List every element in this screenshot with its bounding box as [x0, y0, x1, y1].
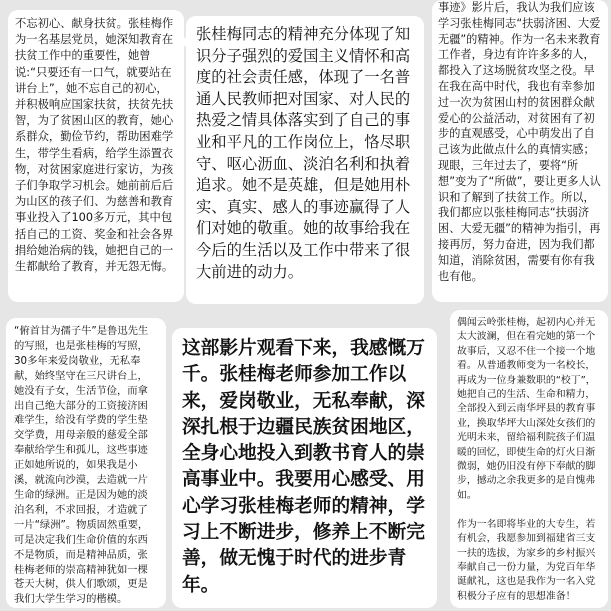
- chat-message-4: “俯首甘为孺子牛”是鲁迅先生的写照，也是张桂梅的写照，30多年来爱岗敬业，无私奉献，始终坚守在三尺讲台上，她没有子女，生活节俭，而拿出自己绝大部分的工资接济困难学生，给没有学费的学生垫交学费，用母亲般的慈爱全部奉献给学生和孤儿，这些事迹正如她所说的，如果我是小溪，就流向沙漠，去造就一片生命的绿洲。正是因为她的淡泊名利，不求回报，才造就了一片“绿洲”。物质固然重要，可是决定我们生命价值的东西不是物质，而是精神品质，张桂梅老师的崇高精神犹如一棵苍天大树，供人们歌颂，更是我们大学生学习的楷模。: [6, 318, 166, 608]
- chat-message-5: 这部影片观看下来，我感慨万千。张桂梅老师参加工作以来，爱岗敬业，无私奉献，深深扎根于边疆民族贫困地区，全身心地投入到教书育人的崇高事业中。我要用心感受、用心学习张桂梅老师的精神，学习上不断进步，修养上不断完善，做无愧于时代的进步青年。: [172, 328, 437, 608]
- chat-message-6: 偶闻云岭张桂梅，起初内心并无太大波澜，但在看完她的第一个故事后，又忍不住一个接一个地看。从普通教师变为一名校长，再成为一位身兼数职的“校丁”，她把自己的生活、生命和精力，全部投入到云南华坪县的教育事业，换取华坪大山深处女孩们的光明未来，留给福利院孩子们温暖的回忆，即使生命的灯火日渐微弱，她仍旧没有停下奉献的脚步，撼动之余我更多的是自愧弗如。 作为一名即将毕业的大专生，若有机会，我愿参加到福建省三支一扶的选拔，为家乡的乡村振兴奉献自己一份力量，为党百年华诞献礼，这也是我作为一名入党积极分子应有的思想准备！: [450, 310, 608, 608]
- chat-message-1: 不忘初心、献身扶贫。张桂梅作为一名基层党员，她深知教育在扶贫工作中的重要性，她曾说:“只要还有一口气，就要站在讲台上”，她不忘自己的初心，并积极响应国家扶贫，扶贫先扶智，为了贫困山区的教育，她心系群众，勤俭节约，帮助困难学生，带学生看病，给学生添置衣物，对贫困家庭进行家访，为孩子们争取学习机会。她前前后后为山区的孩子们、为慈善和教育事业投入了100多万元，其中包括自己的工资、奖金和社会各界捐给她治病的钱，她把自己的一生都献给了教育，并无怨无悔。: [8, 10, 184, 302]
- chat-message-2: 张桂梅同志的精神充分体现了知识分子强烈的爱国主义情怀和高度的社会责任感，体现了一名普通人民教师把对国家、对人民的热爱之情具体落实到了自己的事业和平凡的工作岗位上，恪尽职守、呕心沥血、淡泊名利和执着追求。她不是英雄，但是她用朴实、真实、感人的事迹赢得了人们对她的敬重。她的故事给我在今后的生活以及工作中带来了很大前进的动力。: [186, 16, 424, 304]
- chat-message-3: 事迹》影片后，我认为我们应该学习张桂梅同志“扶弱济困、大爱无疆”的精神。作为一名未来教育工作者，身边有许许多多的人，都投入了这场脱贫攻坚之役。早在我在高中时代，我也有幸参加过一次为贫困山村的贫困群众献爱心的公益活动，对贫困有了初步的直观感受，心中萌发出了自己该为此做点什么的真情实感；现眼，三年过去了，要将“所想”变为了“所做”，要让更多人认识和了解到了扶贫工作。所以，我们都应以张桂梅同志“扶弱济困、大爱无疆”的精神为指引，再接再厉，努力奋进，因为我们都知道，消除贫困，需要有你有我也有他。: [432, 0, 608, 302]
